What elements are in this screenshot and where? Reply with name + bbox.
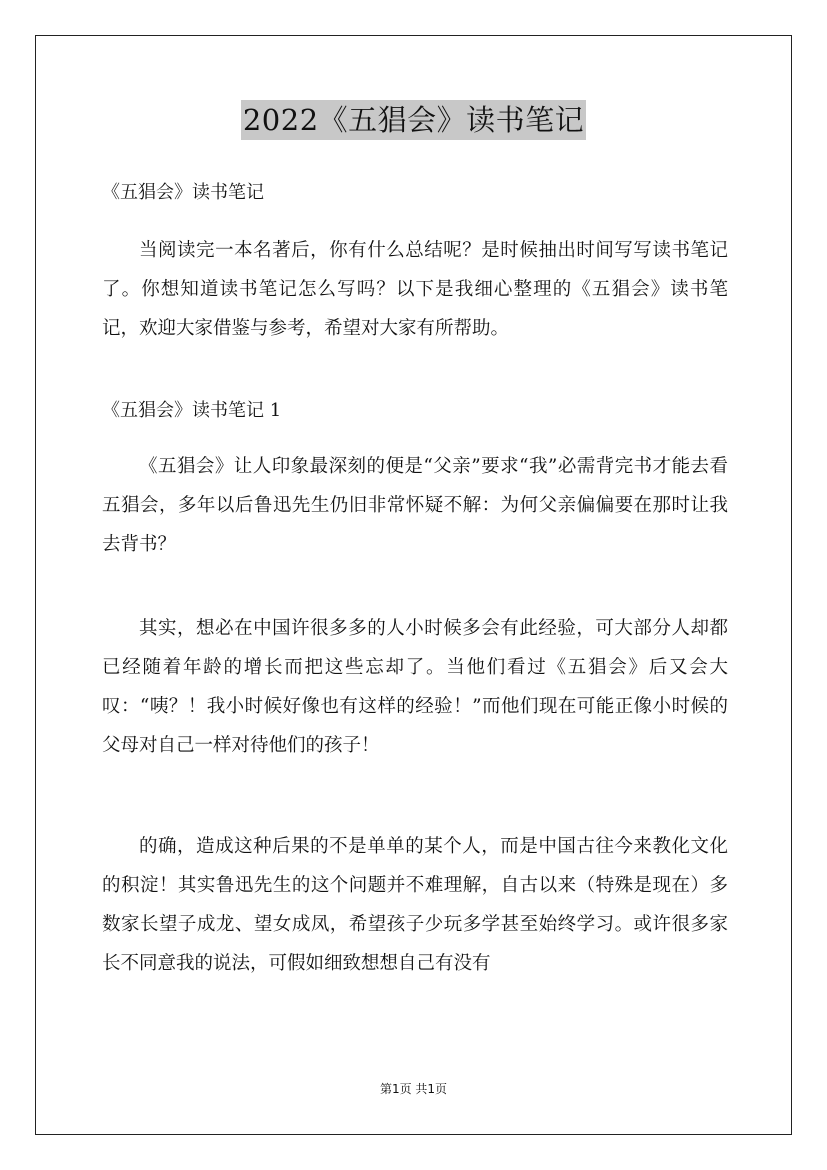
body-paragraph-1: 《五猖会》让人印象最深刻的便是“父亲”要求“我”必需背完书才能去看五猖会，多年以后鲁迅先生仍旧非常怀疑不解：为何父亲偏偏要在那时让我去背书？ xyxy=(102,456,728,555)
intro-heading: 《五猖会》读书笔记 xyxy=(102,182,264,203)
title-wrap xyxy=(0,100,827,140)
body-paragraph-2: 其实，想必在中国许很多多的人小时候多会有此经验，可大部分人却都已经随着年龄的增长而把这些忘却了。当他们看过《五猖会》后又会大叹：“咦？！我小时候好像也有这样的经验！”而他们现在可能正像小时候的父母对自己一样对待他们的孩子！ xyxy=(102,618,728,756)
intro-paragraph: 当阅读完一本名著后，你有什么总结呢？是时候抽出时间写写读书笔记了。你想知道读书笔记怎么写吗？以下是我细心整理的《五猖会》读书笔记，欢迎大家借鉴与参考，希望对大家有所帮助。 xyxy=(102,240,728,339)
section-heading: 《五猖会》读书笔记 1 xyxy=(102,400,282,421)
page-footer: 第1页 共1页 xyxy=(379,1082,448,1096)
body-paragraph-3: 的确，造成这种后果的不是单单的某个人，而是中国古往今来教化文化的积淀！其实鲁迅先生的这个问题并不难理解，自古以来（特殊是现在）多数家长望子成龙、望女成凤，希望孩子少玩多学甚至始终学习。或许很多家长不同意我的说法，可假如细致想想自己有没有 xyxy=(102,836,728,974)
document-title: 2022《五猖会》读书笔记 xyxy=(241,100,586,140)
